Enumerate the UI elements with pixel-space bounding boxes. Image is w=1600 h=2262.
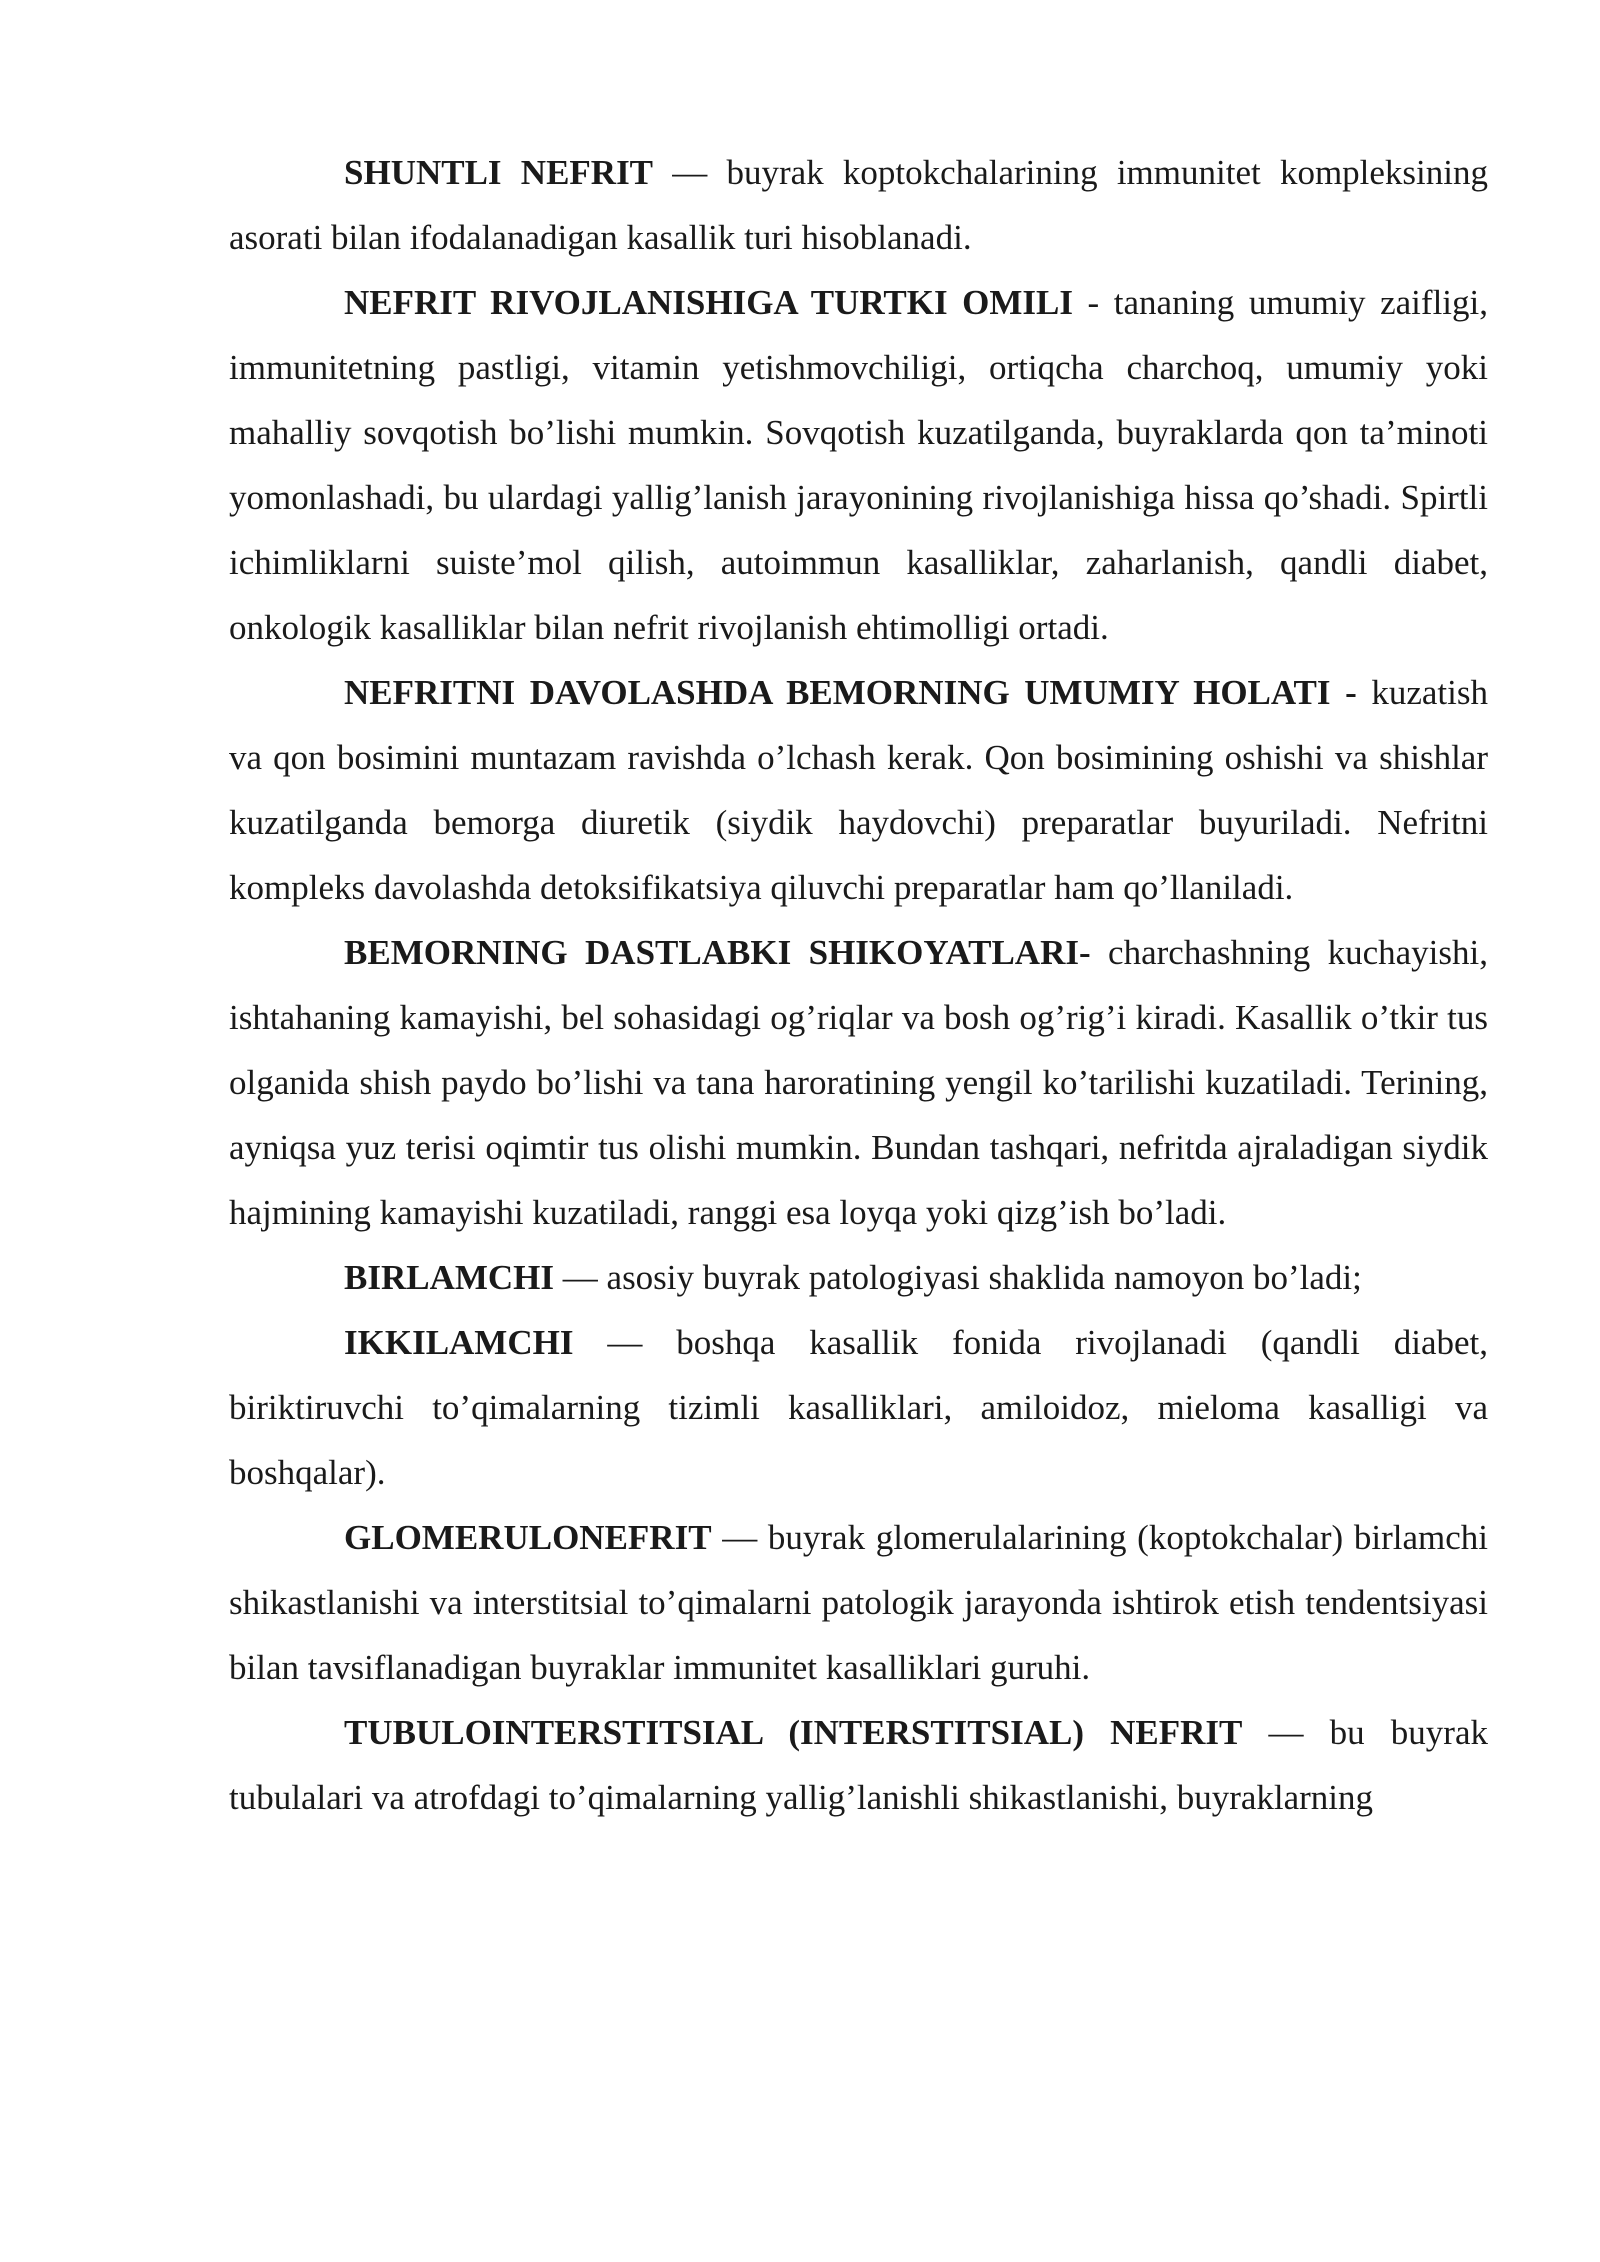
paragraph-ikkilamchi — [229, 1310, 1488, 1505]
paragraph-shikoyatlar — [229, 920, 1488, 1245]
paragraph-glomerulonefrit — [229, 1505, 1488, 1700]
term-birlamchi: BIRLAMCHI — [344, 1258, 555, 1297]
definition-birlamchi: — asosiy buyrak patologiyasi shaklida namoyon bo’ladi; — [554, 1258, 1362, 1297]
term-tubulointerstitsial: TUBULOINTERSTITSIAL (INTERSTITSIAL) NEFRIT — [344, 1713, 1243, 1752]
paragraph-shuntli-nefrit — [229, 140, 1488, 270]
definition-shuntli-nefrit: — buyrak koptokchalarining immunitet kompleksining asorati bilan ifodalanadigan kasallik turi hisoblanadi. — [229, 153, 1488, 257]
definition-tubulointerstitsial: — bu buyrak tubulalari va atrofdagi to’qimalarning yallig’lanishli shikastlanishi, buyraklarning — [229, 1713, 1488, 1817]
term-shuntli-nefrit: SHUNTLI NEFRIT — [344, 153, 654, 192]
term-glomerulonefrit: GLOMERULONEFRIT — [344, 1518, 712, 1557]
paragraph-davolash — [229, 660, 1488, 920]
definition-glomerulonefrit: — buyrak glomerulalarining (koptokchalar) birlamchi shikastlanishi va interstitsial to’qimalarni patologik jarayonda ishtirok etish tendentsiyasi bilan tavsiflanadigan buyraklar immunitet kasalliklari guruhi. — [229, 1518, 1488, 1687]
paragraph-birlamchi — [229, 1245, 1488, 1310]
paragraph-turtki-omili — [229, 270, 1488, 660]
definition-turtki-omili: - tananing umumiy zaifligi, immunitetning pastligi, vitamin yetishmovchiligi, ortiqcha charchoq, umumiy yoki mahalliy sovqotish bo’lishi mumkin. Sovqotish kuzatilganda, buyraklarda qon ta’minoti yomonlashadi, bu ulardagi yallig’lanish jarayonining rivojlanishiga hissa qo’shadi. Spirtli ichimliklarni suiste’mol qilish, autoimmun kasalliklar, zaharlanish, qandli diabet, onkologik kasalliklar bilan nefrit rivojlanish ehtimolligi ortadi. — [229, 283, 1488, 647]
term-davolash: NEFRITNI DAVOLASHDA BEMORNING UMUMIY HOLATI - — [344, 673, 1357, 712]
definition-shikoyatlar: charchashning kuchayishi, ishtahaning kamayishi, bel sohasidagi og’riqlar va bosh og’rig’i kiradi. Kasallik o’tkir tus olganida shish paydo bo’lishi va tana haroratining yengil ko’tarilishi kuzatiladi. Terining, ayniqsa yuz terisi oqimtir tus olishi mumkin. Bundan tashqari, nefritda ajraladigan siydik hajmining kamayishi kuzatiladi, ranggi esa loyqa yoki qizg’ish bo’ladi. — [229, 933, 1488, 1232]
document-page — [229, 140, 1488, 1830]
definition-davolash: kuzatish va qon bosimini muntazam ravishda o’lchash kerak. Qon bosimining oshishi va shishlar kuzatilganda bemorga diuretik (siydik haydovchi) preparatlar buyuriladi. Nefritni kompleks davolashda detoksifikatsiya qiluvchi preparatlar ham qo’llaniladi. — [229, 673, 1489, 907]
term-shikoyatlar: BEMORNING DASTLABKI SHIKOYATLARI- — [344, 933, 1091, 972]
term-turtki-omili: NEFRIT RIVOJLANISHIGA TURTKI OMILI — [344, 283, 1073, 322]
paragraph-tubulointerstitsial — [229, 1700, 1488, 1830]
definition-ikkilamchi: — boshqa kasallik fonida rivojlanadi (qandli diabet, biriktiruvchi to’qimalarning tizimli kasalliklari, amiloidoz, mieloma kasalligi va boshqalar). — [229, 1323, 1488, 1492]
term-ikkilamchi: IKKILAMCHI — [344, 1323, 574, 1362]
